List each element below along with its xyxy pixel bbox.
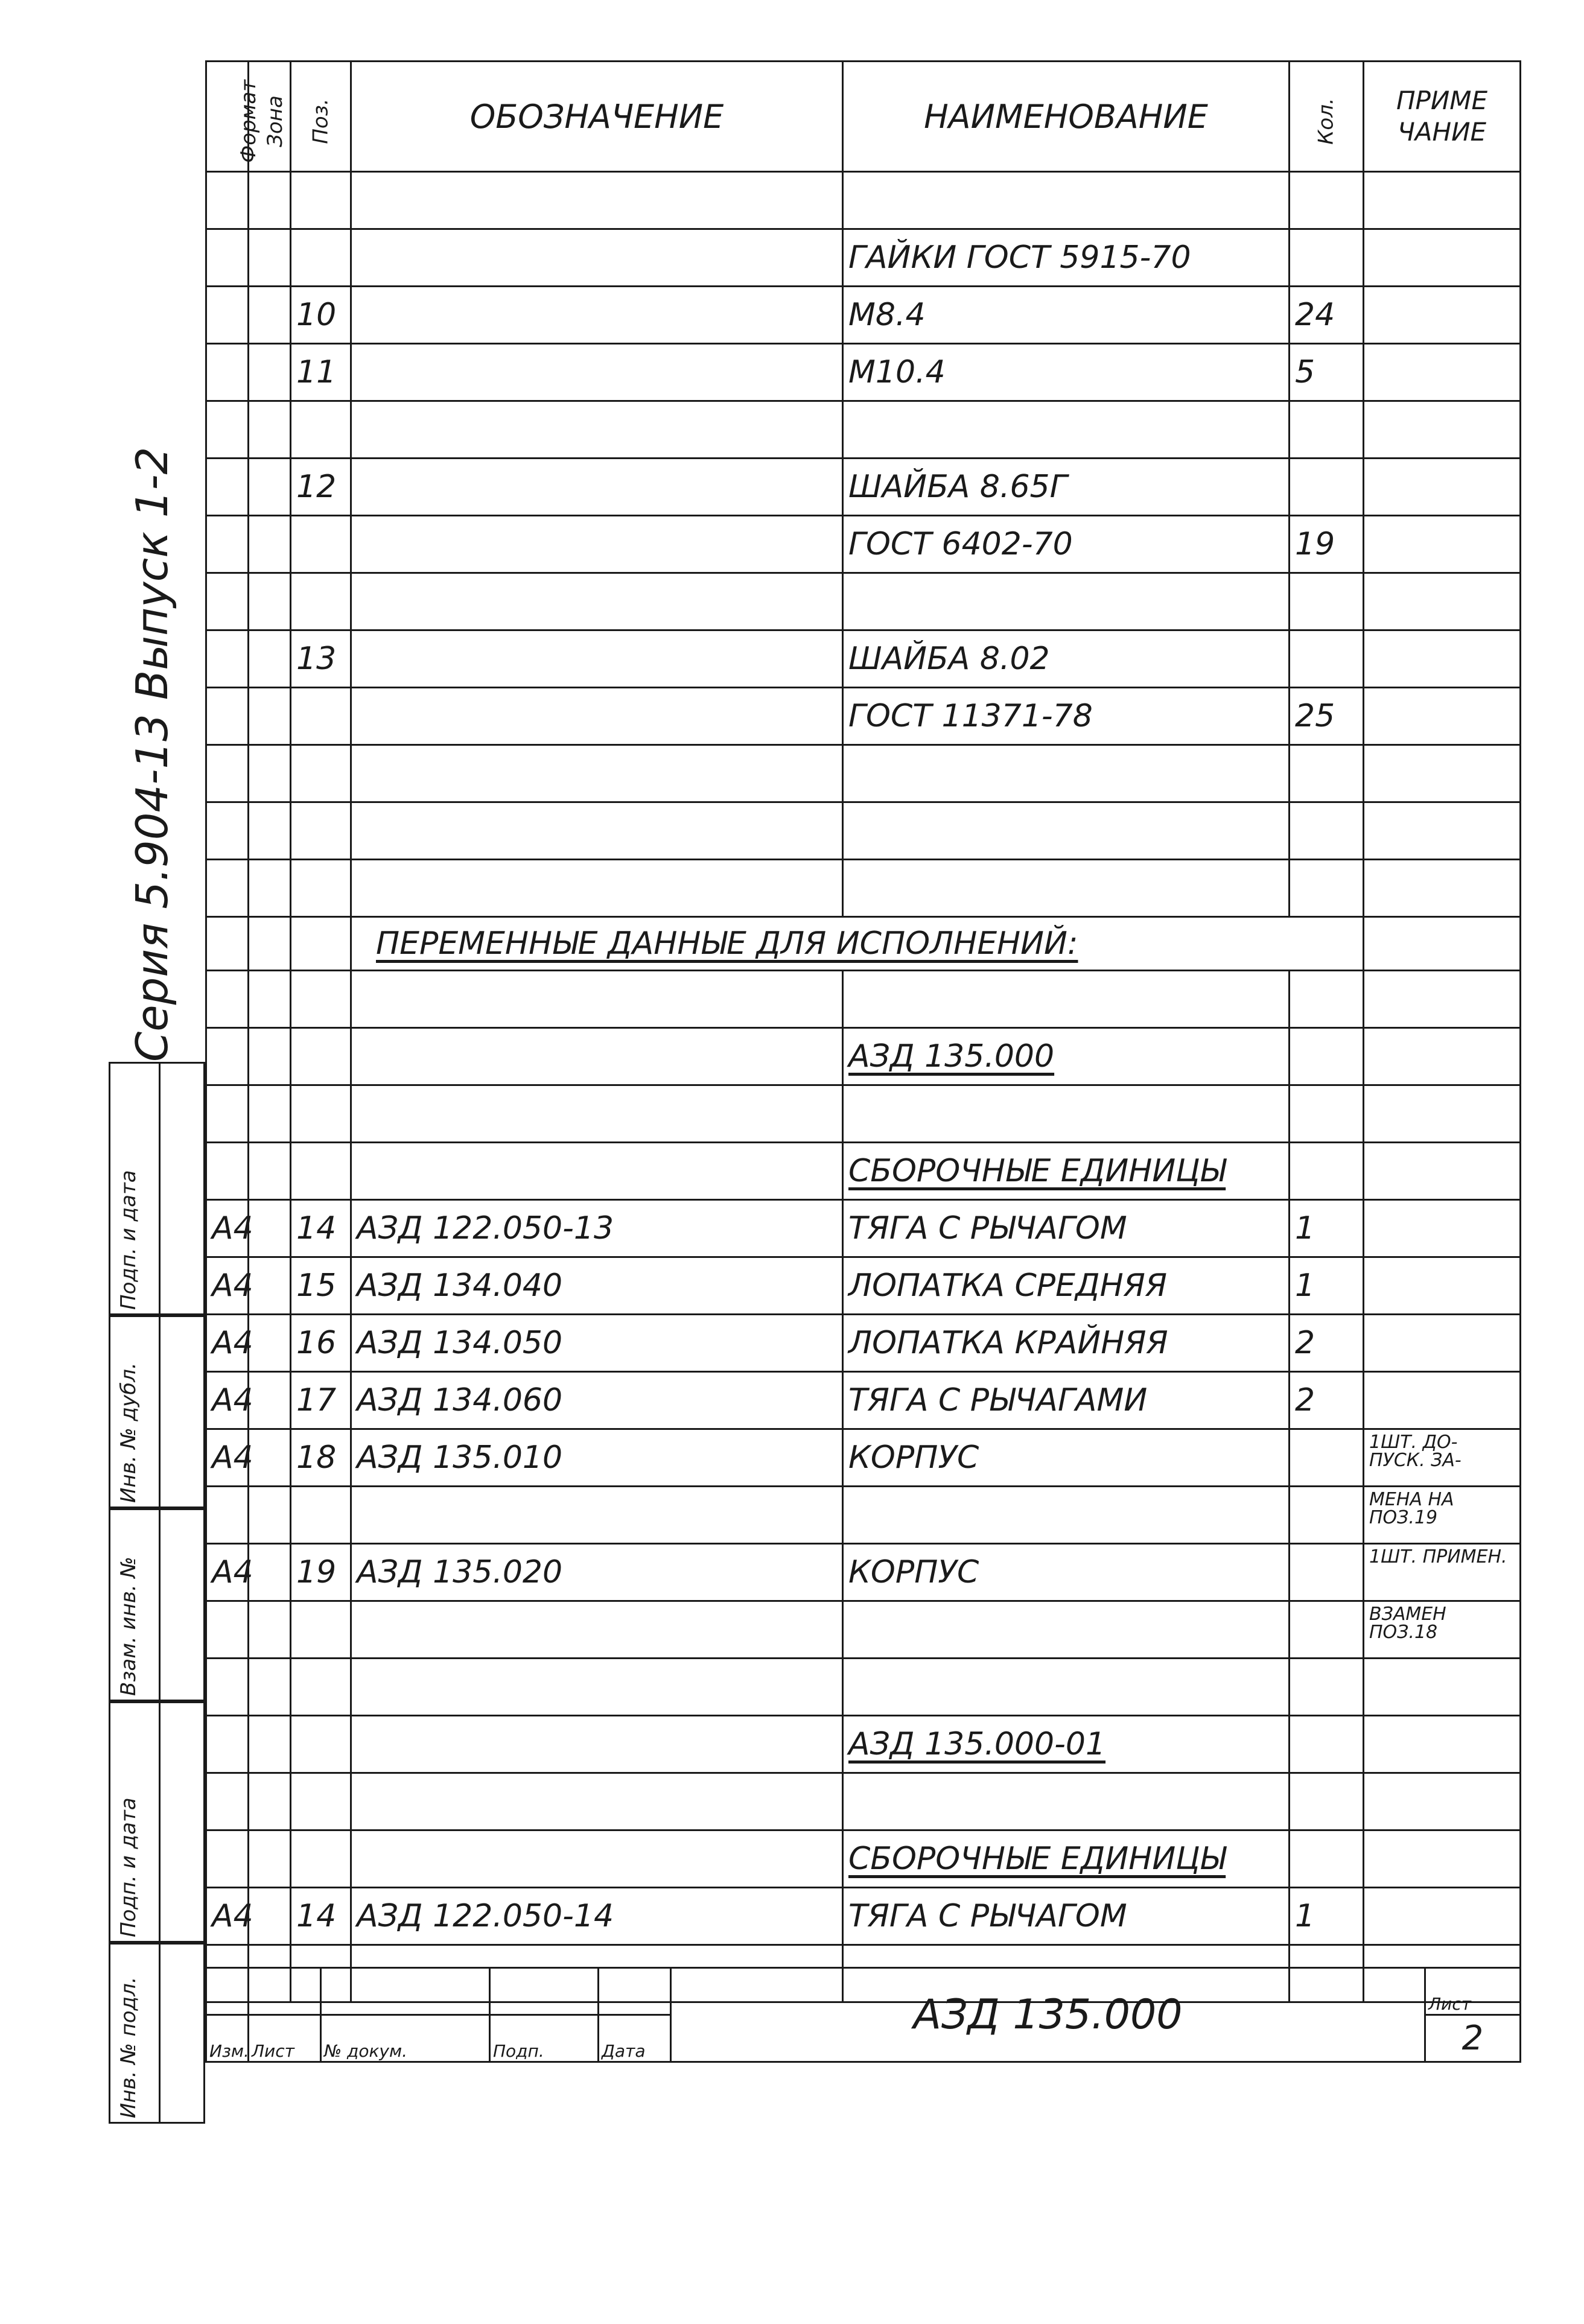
designation-cell bbox=[351, 1028, 843, 1085]
quantity-cell bbox=[1290, 1601, 1364, 1659]
designation-cell bbox=[351, 573, 843, 630]
name-cell: АЗД 135.000 bbox=[843, 1028, 1290, 1085]
position-cell bbox=[291, 688, 351, 745]
header-name: НАИМЕНОВАНИЕ bbox=[843, 62, 1290, 172]
designation-cell bbox=[351, 1085, 843, 1143]
quantity-cell bbox=[1290, 802, 1364, 860]
zone-cell bbox=[249, 860, 291, 917]
note-cell bbox=[1364, 1200, 1521, 1257]
table-row bbox=[206, 1659, 1521, 1716]
table-row bbox=[206, 1028, 1521, 1085]
quantity-cell: 25 bbox=[1290, 688, 1364, 745]
note-cell bbox=[1364, 1315, 1521, 1372]
zone-cell bbox=[249, 344, 291, 401]
quantity-cell: 5 bbox=[1290, 344, 1364, 401]
position-cell bbox=[291, 172, 351, 229]
table-row bbox=[206, 860, 1521, 917]
note-cell bbox=[1364, 287, 1521, 344]
format-cell bbox=[206, 1028, 249, 1085]
quantity-cell: 1 bbox=[1290, 1200, 1364, 1257]
name-cell: АЗД 135.000-01 bbox=[843, 1716, 1290, 1773]
name-cell: ТЯГА С РЫЧАГОМ bbox=[843, 1200, 1290, 1257]
position-cell bbox=[291, 1487, 351, 1544]
table-row bbox=[206, 287, 1521, 344]
name-cell: ШАЙБА 8.02 bbox=[843, 630, 1290, 688]
name-cell bbox=[843, 172, 1290, 229]
stamp-box bbox=[109, 1701, 205, 1943]
zone-cell bbox=[249, 459, 291, 516]
note-cell bbox=[1364, 1372, 1521, 1429]
designation-cell bbox=[351, 1659, 843, 1716]
sheet-number: 2 bbox=[1425, 2015, 1521, 2062]
quantity-cell bbox=[1290, 401, 1364, 459]
zone-cell bbox=[249, 630, 291, 688]
designation-cell bbox=[351, 1143, 843, 1200]
zone-cell bbox=[249, 1601, 291, 1659]
note-cell bbox=[1364, 1257, 1521, 1315]
designation-cell: АЗД 134.040 bbox=[351, 1257, 843, 1315]
position-cell: 12 bbox=[291, 459, 351, 516]
format-cell bbox=[206, 573, 249, 630]
zone-cell bbox=[249, 1487, 291, 1544]
name-cell: ГОСТ 6402-70 bbox=[843, 516, 1290, 573]
name-cell bbox=[843, 1659, 1290, 1716]
position-cell bbox=[291, 971, 351, 1028]
format-cell bbox=[206, 802, 249, 860]
format-cell bbox=[206, 401, 249, 459]
position-cell bbox=[291, 1085, 351, 1143]
zone-cell bbox=[249, 287, 291, 344]
zone-cell bbox=[249, 1200, 291, 1257]
position-cell bbox=[291, 229, 351, 287]
format-cell bbox=[206, 1773, 249, 1830]
zone-cell bbox=[249, 1716, 291, 1773]
name-cell: СБОРОЧНЫЕ ЕДИНИЦЫ bbox=[843, 1830, 1290, 1888]
name-cell: М10.4 bbox=[843, 344, 1290, 401]
empty-cell bbox=[1364, 917, 1521, 971]
format-cell bbox=[206, 630, 249, 688]
table-row bbox=[206, 1315, 1521, 1372]
tb-cell bbox=[249, 1968, 321, 2015]
quantity-cell bbox=[1290, 1659, 1364, 1716]
note-cell bbox=[1364, 401, 1521, 459]
note-cell: ВЗАМЕН ПОЗ.18 bbox=[1364, 1601, 1521, 1659]
name-cell bbox=[843, 573, 1290, 630]
table-row bbox=[206, 745, 1521, 802]
quantity-cell: 24 bbox=[1290, 287, 1364, 344]
designation-cell bbox=[351, 745, 843, 802]
name-cell: ГОСТ 11371-78 bbox=[843, 688, 1290, 745]
designation-cell bbox=[351, 516, 843, 573]
header-designation: ОБОЗНАЧЕНИЕ bbox=[351, 62, 843, 172]
designation-cell bbox=[351, 172, 843, 229]
name-cell bbox=[843, 1085, 1290, 1143]
zone-cell bbox=[249, 1773, 291, 1830]
quantity-cell bbox=[1290, 1716, 1364, 1773]
position-cell bbox=[291, 1659, 351, 1716]
stamp-divider bbox=[159, 1510, 161, 1700]
name-cell: КОРПУС bbox=[843, 1544, 1290, 1601]
note-cell bbox=[1364, 516, 1521, 573]
table-row bbox=[206, 688, 1521, 745]
name-cell bbox=[843, 745, 1290, 802]
note-cell bbox=[1364, 459, 1521, 516]
tb-cell bbox=[321, 1968, 490, 2015]
quantity-cell bbox=[1290, 229, 1364, 287]
note-cell bbox=[1364, 344, 1521, 401]
empty-cell bbox=[206, 917, 249, 971]
format-cell bbox=[206, 745, 249, 802]
quantity-cell bbox=[1290, 172, 1364, 229]
position-cell bbox=[291, 401, 351, 459]
format-cell bbox=[206, 459, 249, 516]
title-block bbox=[205, 1967, 1521, 2063]
stamp-divider bbox=[159, 1703, 161, 1941]
zone-cell bbox=[249, 1028, 291, 1085]
name-cell: ЛОПАТКА СРЕДНЯЯ bbox=[843, 1257, 1290, 1315]
variable-data-title: ПЕРЕМЕННЫЕ ДАННЫЕ ДЛЯ ИСПОЛНЕНИЙ: bbox=[351, 917, 1364, 971]
format-cell bbox=[206, 344, 249, 401]
label-change: Изм. bbox=[206, 2015, 249, 2062]
quantity-cell bbox=[1290, 459, 1364, 516]
format-cell bbox=[206, 1143, 249, 1200]
specification-table bbox=[205, 60, 1521, 2003]
table-row bbox=[206, 401, 1521, 459]
position-cell bbox=[291, 860, 351, 917]
zone-cell bbox=[249, 1315, 291, 1372]
quantity-cell bbox=[1290, 1544, 1364, 1601]
designation-cell bbox=[351, 344, 843, 401]
designation-cell bbox=[351, 401, 843, 459]
position-cell bbox=[291, 1716, 351, 1773]
stamp-label: Инв. № дубл. bbox=[116, 1362, 141, 1503]
variable-data-title-row bbox=[206, 917, 1521, 971]
position-cell: 11 bbox=[291, 344, 351, 401]
format-cell bbox=[206, 229, 249, 287]
designation-cell bbox=[351, 1773, 843, 1830]
position-cell bbox=[291, 1143, 351, 1200]
format-cell: А4 bbox=[206, 1888, 249, 1945]
zone-cell bbox=[249, 688, 291, 745]
quantity-cell bbox=[1290, 1773, 1364, 1830]
label-doc-number: № докум. bbox=[321, 2015, 490, 2062]
stamp-box bbox=[109, 1943, 205, 2124]
table-row bbox=[206, 1143, 1521, 1200]
position-cell bbox=[291, 1028, 351, 1085]
stamp-label: Подп. и дата bbox=[116, 1170, 141, 1310]
table-row bbox=[206, 459, 1521, 516]
table-row bbox=[206, 630, 1521, 688]
name-cell: М8.4 bbox=[843, 287, 1290, 344]
format-cell: А4 bbox=[206, 1315, 249, 1372]
format-cell bbox=[206, 860, 249, 917]
format-cell bbox=[206, 1601, 249, 1659]
zone-cell bbox=[249, 1257, 291, 1315]
position-cell: 13 bbox=[291, 630, 351, 688]
designation-cell bbox=[351, 287, 843, 344]
quantity-cell bbox=[1290, 971, 1364, 1028]
quantity-cell: 2 bbox=[1290, 1372, 1364, 1429]
position-cell bbox=[291, 573, 351, 630]
quantity-cell: 19 bbox=[1290, 516, 1364, 573]
format-cell bbox=[206, 971, 249, 1028]
quantity-cell bbox=[1290, 1085, 1364, 1143]
name-cell bbox=[843, 1773, 1290, 1830]
zone-cell bbox=[249, 1429, 291, 1487]
name-cell bbox=[843, 860, 1290, 917]
note-cell bbox=[1364, 172, 1521, 229]
label-date: Дата bbox=[599, 2015, 671, 2062]
empty-cell bbox=[249, 917, 291, 971]
header-qty: Кол. bbox=[1290, 62, 1364, 172]
quantity-cell bbox=[1290, 1429, 1364, 1487]
name-cell bbox=[843, 971, 1290, 1028]
designation-cell bbox=[351, 630, 843, 688]
note-cell bbox=[1364, 1773, 1521, 1830]
designation-cell bbox=[351, 1487, 843, 1544]
stamp-divider bbox=[159, 1317, 161, 1506]
zone-cell bbox=[249, 1888, 291, 1945]
name-cell: ГАЙКИ ГОСТ 5915-70 bbox=[843, 229, 1290, 287]
designation-cell: АЗД 135.010 bbox=[351, 1429, 843, 1487]
note-cell: 1ШТ. ПРИМЕН. bbox=[1364, 1544, 1521, 1601]
designation-cell bbox=[351, 860, 843, 917]
name-cell: ШАЙБА 8.65Г bbox=[843, 459, 1290, 516]
format-cell bbox=[206, 1716, 249, 1773]
quantity-cell bbox=[1290, 630, 1364, 688]
quantity-cell: 2 bbox=[1290, 1315, 1364, 1372]
note-cell bbox=[1364, 1659, 1521, 1716]
position-cell bbox=[291, 1773, 351, 1830]
note-cell bbox=[1364, 229, 1521, 287]
stamp-divider bbox=[159, 1064, 161, 1313]
quantity-cell bbox=[1290, 1830, 1364, 1888]
table-row bbox=[206, 1888, 1521, 1945]
header-zone: Зона bbox=[249, 62, 291, 172]
zone-cell bbox=[249, 172, 291, 229]
format-cell: А4 bbox=[206, 1429, 249, 1487]
name-cell bbox=[843, 802, 1290, 860]
zone-cell bbox=[249, 1830, 291, 1888]
table-row bbox=[206, 971, 1521, 1028]
designation-cell: АЗД 134.050 bbox=[351, 1315, 843, 1372]
zone-cell bbox=[249, 1544, 291, 1601]
designation-cell: АЗД 135.020 bbox=[351, 1544, 843, 1601]
name-cell bbox=[843, 1487, 1290, 1544]
note-cell bbox=[1364, 1716, 1521, 1773]
label-sheet: Лист bbox=[249, 2015, 321, 2062]
format-cell bbox=[206, 688, 249, 745]
zone-cell bbox=[249, 971, 291, 1028]
position-cell: 16 bbox=[291, 1315, 351, 1372]
designation-cell bbox=[351, 802, 843, 860]
table-row bbox=[206, 1372, 1521, 1429]
zone-cell bbox=[249, 516, 291, 573]
table-row bbox=[206, 573, 1521, 630]
position-cell: 10 bbox=[291, 287, 351, 344]
name-cell: ТЯГА С РЫЧАГОМ bbox=[843, 1888, 1290, 1945]
empty-cell bbox=[291, 917, 351, 971]
table-row bbox=[206, 516, 1521, 573]
position-cell: 15 bbox=[291, 1257, 351, 1315]
zone-cell bbox=[249, 1659, 291, 1716]
designation-cell bbox=[351, 1601, 843, 1659]
designation-cell bbox=[351, 459, 843, 516]
name-cell bbox=[843, 1601, 1290, 1659]
position-cell: 19 bbox=[291, 1544, 351, 1601]
note-cell bbox=[1364, 630, 1521, 688]
position-cell bbox=[291, 1830, 351, 1888]
note-cell bbox=[1364, 745, 1521, 802]
quantity-cell bbox=[1290, 745, 1364, 802]
zone-cell bbox=[249, 802, 291, 860]
designation-cell: АЗД 122.050-13 bbox=[351, 1200, 843, 1257]
note-cell bbox=[1364, 688, 1521, 745]
quantity-cell: 1 bbox=[1290, 1257, 1364, 1315]
position-cell bbox=[291, 745, 351, 802]
format-cell: А4 bbox=[206, 1200, 249, 1257]
specification-sheet bbox=[205, 60, 1519, 2155]
zone-cell bbox=[249, 1085, 291, 1143]
name-cell bbox=[843, 401, 1290, 459]
position-cell bbox=[291, 1601, 351, 1659]
label-signature: Подп. bbox=[490, 2015, 599, 2062]
quantity-cell: 1 bbox=[1290, 1888, 1364, 1945]
note-cell bbox=[1364, 1143, 1521, 1200]
designation-cell: АЗД 134.060 bbox=[351, 1372, 843, 1429]
position-cell bbox=[291, 802, 351, 860]
name-cell: КОРПУС bbox=[843, 1429, 1290, 1487]
designation-cell bbox=[351, 688, 843, 745]
quantity-cell bbox=[1290, 1028, 1364, 1085]
zone-cell bbox=[249, 1372, 291, 1429]
tb-cell bbox=[599, 1968, 671, 2015]
header-pos: Поз. bbox=[291, 62, 351, 172]
quantity-cell bbox=[1290, 1487, 1364, 1544]
format-cell bbox=[206, 1830, 249, 1888]
table-row bbox=[206, 802, 1521, 860]
stamp-box bbox=[109, 1315, 205, 1508]
table-row bbox=[206, 1200, 1521, 1257]
table-row bbox=[206, 1085, 1521, 1143]
format-cell bbox=[206, 516, 249, 573]
table-row bbox=[206, 1544, 1521, 1601]
designation-cell bbox=[351, 1830, 843, 1888]
format-cell: А4 bbox=[206, 1257, 249, 1315]
table-row bbox=[206, 1773, 1521, 1830]
format-cell: А4 bbox=[206, 1544, 249, 1601]
format-cell bbox=[206, 1487, 249, 1544]
table-row bbox=[206, 1429, 1521, 1487]
name-cell: ЛОПАТКА КРАЙНЯЯ bbox=[843, 1315, 1290, 1372]
tb-cell bbox=[490, 1968, 599, 2015]
format-cell bbox=[206, 1085, 249, 1143]
name-cell: СБОРОЧНЫЕ ЕДИНИЦЫ bbox=[843, 1143, 1290, 1200]
quantity-cell bbox=[1290, 860, 1364, 917]
format-cell bbox=[206, 287, 249, 344]
zone-cell bbox=[249, 745, 291, 802]
stamp-divider bbox=[159, 1945, 161, 2122]
stamp-box bbox=[109, 1508, 205, 1701]
zone-cell bbox=[249, 229, 291, 287]
stamp-box bbox=[109, 1062, 205, 1315]
note-cell bbox=[1364, 971, 1521, 1028]
stamp-label: Подп. и дата bbox=[116, 1797, 141, 1937]
note-cell bbox=[1364, 1085, 1521, 1143]
table-header-row bbox=[206, 62, 1521, 172]
table-row bbox=[206, 229, 1521, 287]
zone-cell bbox=[249, 573, 291, 630]
format-cell bbox=[206, 1659, 249, 1716]
designation-cell: АЗД 122.050-14 bbox=[351, 1888, 843, 1945]
header-format: Формат bbox=[206, 62, 249, 172]
note-cell: МЕНА НА ПОЗ.19 bbox=[1364, 1487, 1521, 1544]
table-row bbox=[206, 1257, 1521, 1315]
designation-cell bbox=[351, 971, 843, 1028]
position-cell: 18 bbox=[291, 1429, 351, 1487]
format-cell bbox=[206, 172, 249, 229]
position-cell bbox=[291, 516, 351, 573]
position-cell: 17 bbox=[291, 1372, 351, 1429]
table-row bbox=[206, 344, 1521, 401]
note-cell bbox=[1364, 802, 1521, 860]
position-cell: 14 bbox=[291, 1888, 351, 1945]
table-row bbox=[206, 1830, 1521, 1888]
quantity-cell bbox=[1290, 1143, 1364, 1200]
table-row bbox=[206, 1716, 1521, 1773]
header-note: ПРИМЕ ЧАНИЕ bbox=[1364, 62, 1521, 172]
designation-cell bbox=[351, 229, 843, 287]
note-cell bbox=[1364, 1888, 1521, 1945]
format-cell: А4 bbox=[206, 1372, 249, 1429]
zone-cell bbox=[249, 401, 291, 459]
table-row bbox=[206, 1601, 1521, 1659]
sheet-label: Лист bbox=[1425, 1968, 1521, 2015]
position-cell: 14 bbox=[291, 1200, 351, 1257]
note-cell bbox=[1364, 573, 1521, 630]
note-cell bbox=[1364, 1028, 1521, 1085]
table-row bbox=[206, 172, 1521, 229]
stamp-label: Инв. № подл. bbox=[116, 1976, 141, 2118]
note-cell bbox=[1364, 860, 1521, 917]
note-cell: 1ШТ. ДО- ПУСК. ЗА- bbox=[1364, 1429, 1521, 1487]
name-cell: ТЯГА С РЫЧАГАМИ bbox=[843, 1372, 1290, 1429]
tb-cell bbox=[206, 1968, 249, 2015]
stamp-label: Взам. инв. № bbox=[116, 1557, 141, 1696]
designation-cell bbox=[351, 1716, 843, 1773]
quantity-cell bbox=[1290, 573, 1364, 630]
document-code: АЗД 135.000 bbox=[671, 1968, 1425, 2062]
note-cell bbox=[1364, 1830, 1521, 1888]
table-row bbox=[206, 1487, 1521, 1544]
series-label: Серия 5.904-13 Выпуск 1-2 bbox=[127, 446, 177, 1062]
zone-cell bbox=[249, 1143, 291, 1200]
